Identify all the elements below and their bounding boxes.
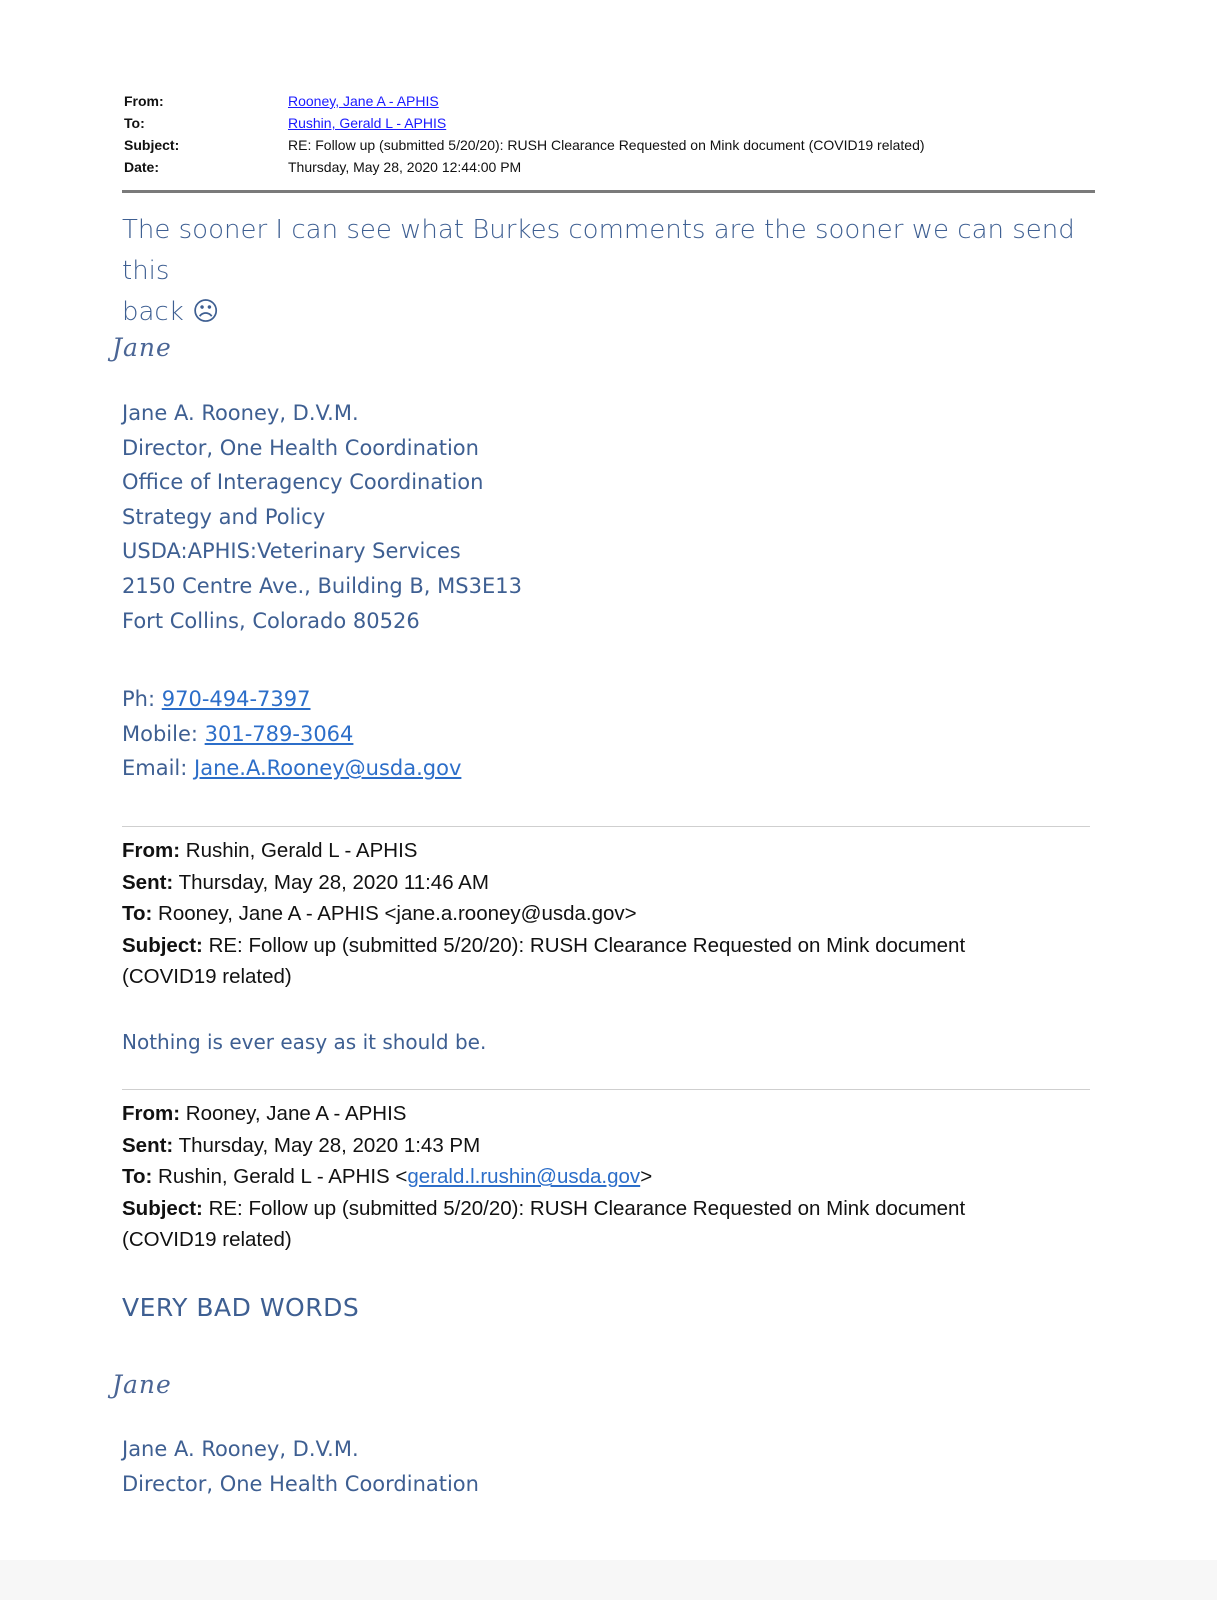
message2-body: Nothing is ever easy as it should be. [122, 1030, 487, 1054]
message3-to-prefix: Rushin, Gerald L - APHIS < [152, 1165, 408, 1188]
message2-subject-cont: (COVID19 related) [122, 965, 292, 988]
message2-sent [122, 867, 1022, 899]
message1-body-line1: The sooner I can see what Burkes comments are the sooner we can send this [122, 215, 1075, 286]
message3-subject-cont: (COVID19 related) [122, 1228, 292, 1251]
header-date-value: Thursday, May 28, 2020 12:44:00 PM [288, 159, 522, 175]
message3-header [122, 1098, 1022, 1256]
signature-script-1: Jane [112, 333, 172, 362]
header-from-label: From: [124, 93, 164, 109]
email-link[interactable]: Jane.A.Rooney@usda.gov [194, 756, 462, 781]
mobile-row [122, 717, 461, 752]
message3-subject-label: Subject: [122, 1196, 203, 1220]
email-row [122, 751, 461, 786]
header-subject-value: RE: Follow up (submitted 5/20/20): RUSH Clearance Requested on Mink document (COVID19 related) [288, 137, 925, 153]
message2-to-label: To: [122, 902, 153, 925]
signature-block-2 [122, 1432, 479, 1501]
sig2-title: Director, One Health Coordination [122, 1471, 479, 1496]
message1-body-line2 [122, 292, 1082, 333]
header-date-row [124, 156, 1094, 178]
email-header [124, 90, 1094, 178]
header-date-label: Date: [124, 159, 160, 175]
message1-body [122, 210, 1082, 333]
frown-icon: ☹ [192, 297, 220, 327]
message1-body-back: back [122, 297, 184, 327]
message2-to [122, 898, 1022, 930]
phone-link[interactable]: 970-494-7397 [161, 687, 311, 711]
header-from-link[interactable]: Rooney, Jane A - APHIS [288, 93, 439, 109]
sig-address: 2150 Centre Ave., Building B, MS3E13 [122, 573, 522, 598]
message3-to-label: To: [122, 1165, 153, 1188]
message2-from-value: Rushin, Gerald L - APHIS [180, 839, 418, 862]
header-subject-label: Subject: [124, 137, 180, 153]
signature-script-2: Jane [112, 1370, 172, 1399]
message2-subject-label: Subject: [122, 933, 203, 957]
page-bottom-shade [0, 1560, 1217, 1600]
message2-header [122, 835, 1022, 993]
message3-subject [122, 1193, 1022, 1225]
sig2-name: Jane A. Rooney, D.V.M. [122, 1437, 359, 1461]
message2-divider [122, 826, 1090, 827]
message3-sent-value: Thursday, May 28, 2020 1:43 PM [173, 1133, 481, 1157]
message2-from-label: From: [122, 839, 181, 862]
sig-dept: Strategy and Policy [122, 504, 326, 529]
message3-to-suffix: > [640, 1165, 653, 1188]
message3-from [122, 1098, 1022, 1130]
mobile-label: Mobile: [122, 721, 205, 746]
message3-sent-label: Sent: [122, 1133, 174, 1157]
sig-city: Fort Collins, Colorado 80526 [122, 608, 420, 633]
message3-from-value: Rooney, Jane A - APHIS [180, 1102, 407, 1125]
sig-agency: USDA:APHIS:Veterinary Services [122, 539, 461, 564]
sig-office: Office of Interagency Coordination [122, 470, 484, 495]
message3-to-email-link[interactable]: gerald.l.rushin@usda.gov [407, 1165, 641, 1188]
message2-sent-label: Sent: [122, 870, 174, 894]
header-subject-row [124, 134, 1094, 156]
message3-body: VERY BAD WORDS [122, 1293, 360, 1322]
signature-block-1 [122, 396, 522, 638]
header-from-row [124, 90, 1094, 112]
sig-name: Jane A. Rooney, D.V.M. [122, 401, 359, 425]
phone-row [122, 682, 461, 717]
mobile-link[interactable]: 301-789-3064 [204, 721, 354, 746]
email-label: Email: [122, 756, 195, 781]
header-to-label: To: [124, 115, 145, 131]
message3-sent [122, 1130, 1022, 1162]
phone-label: Ph: [122, 687, 162, 711]
message2-to-value: Rooney, Jane A - APHIS <jane.a.rooney@usda.gov> [152, 902, 637, 925]
header-to-row [124, 112, 1094, 134]
message3-divider [122, 1089, 1090, 1090]
message2-subject-value: RE: Follow up (submitted 5/20/20): RUSH Clearance Requested on Mink document [202, 933, 966, 957]
sig-title: Director, One Health Coordination [122, 435, 479, 460]
message2-sent-value: Thursday, May 28, 2020 11:46 AM [173, 870, 489, 894]
message3-from-label: From: [122, 1102, 181, 1125]
message3-to [122, 1161, 1022, 1193]
contact-block-1 [122, 682, 461, 786]
header-to-link[interactable]: Rushin, Gerald L - APHIS [288, 115, 447, 131]
message2-from [122, 835, 1022, 867]
message2-subject [122, 930, 1022, 962]
message3-subject-value: RE: Follow up (submitted 5/20/20): RUSH Clearance Requested on Mink document [202, 1196, 966, 1220]
header-divider [122, 190, 1095, 193]
